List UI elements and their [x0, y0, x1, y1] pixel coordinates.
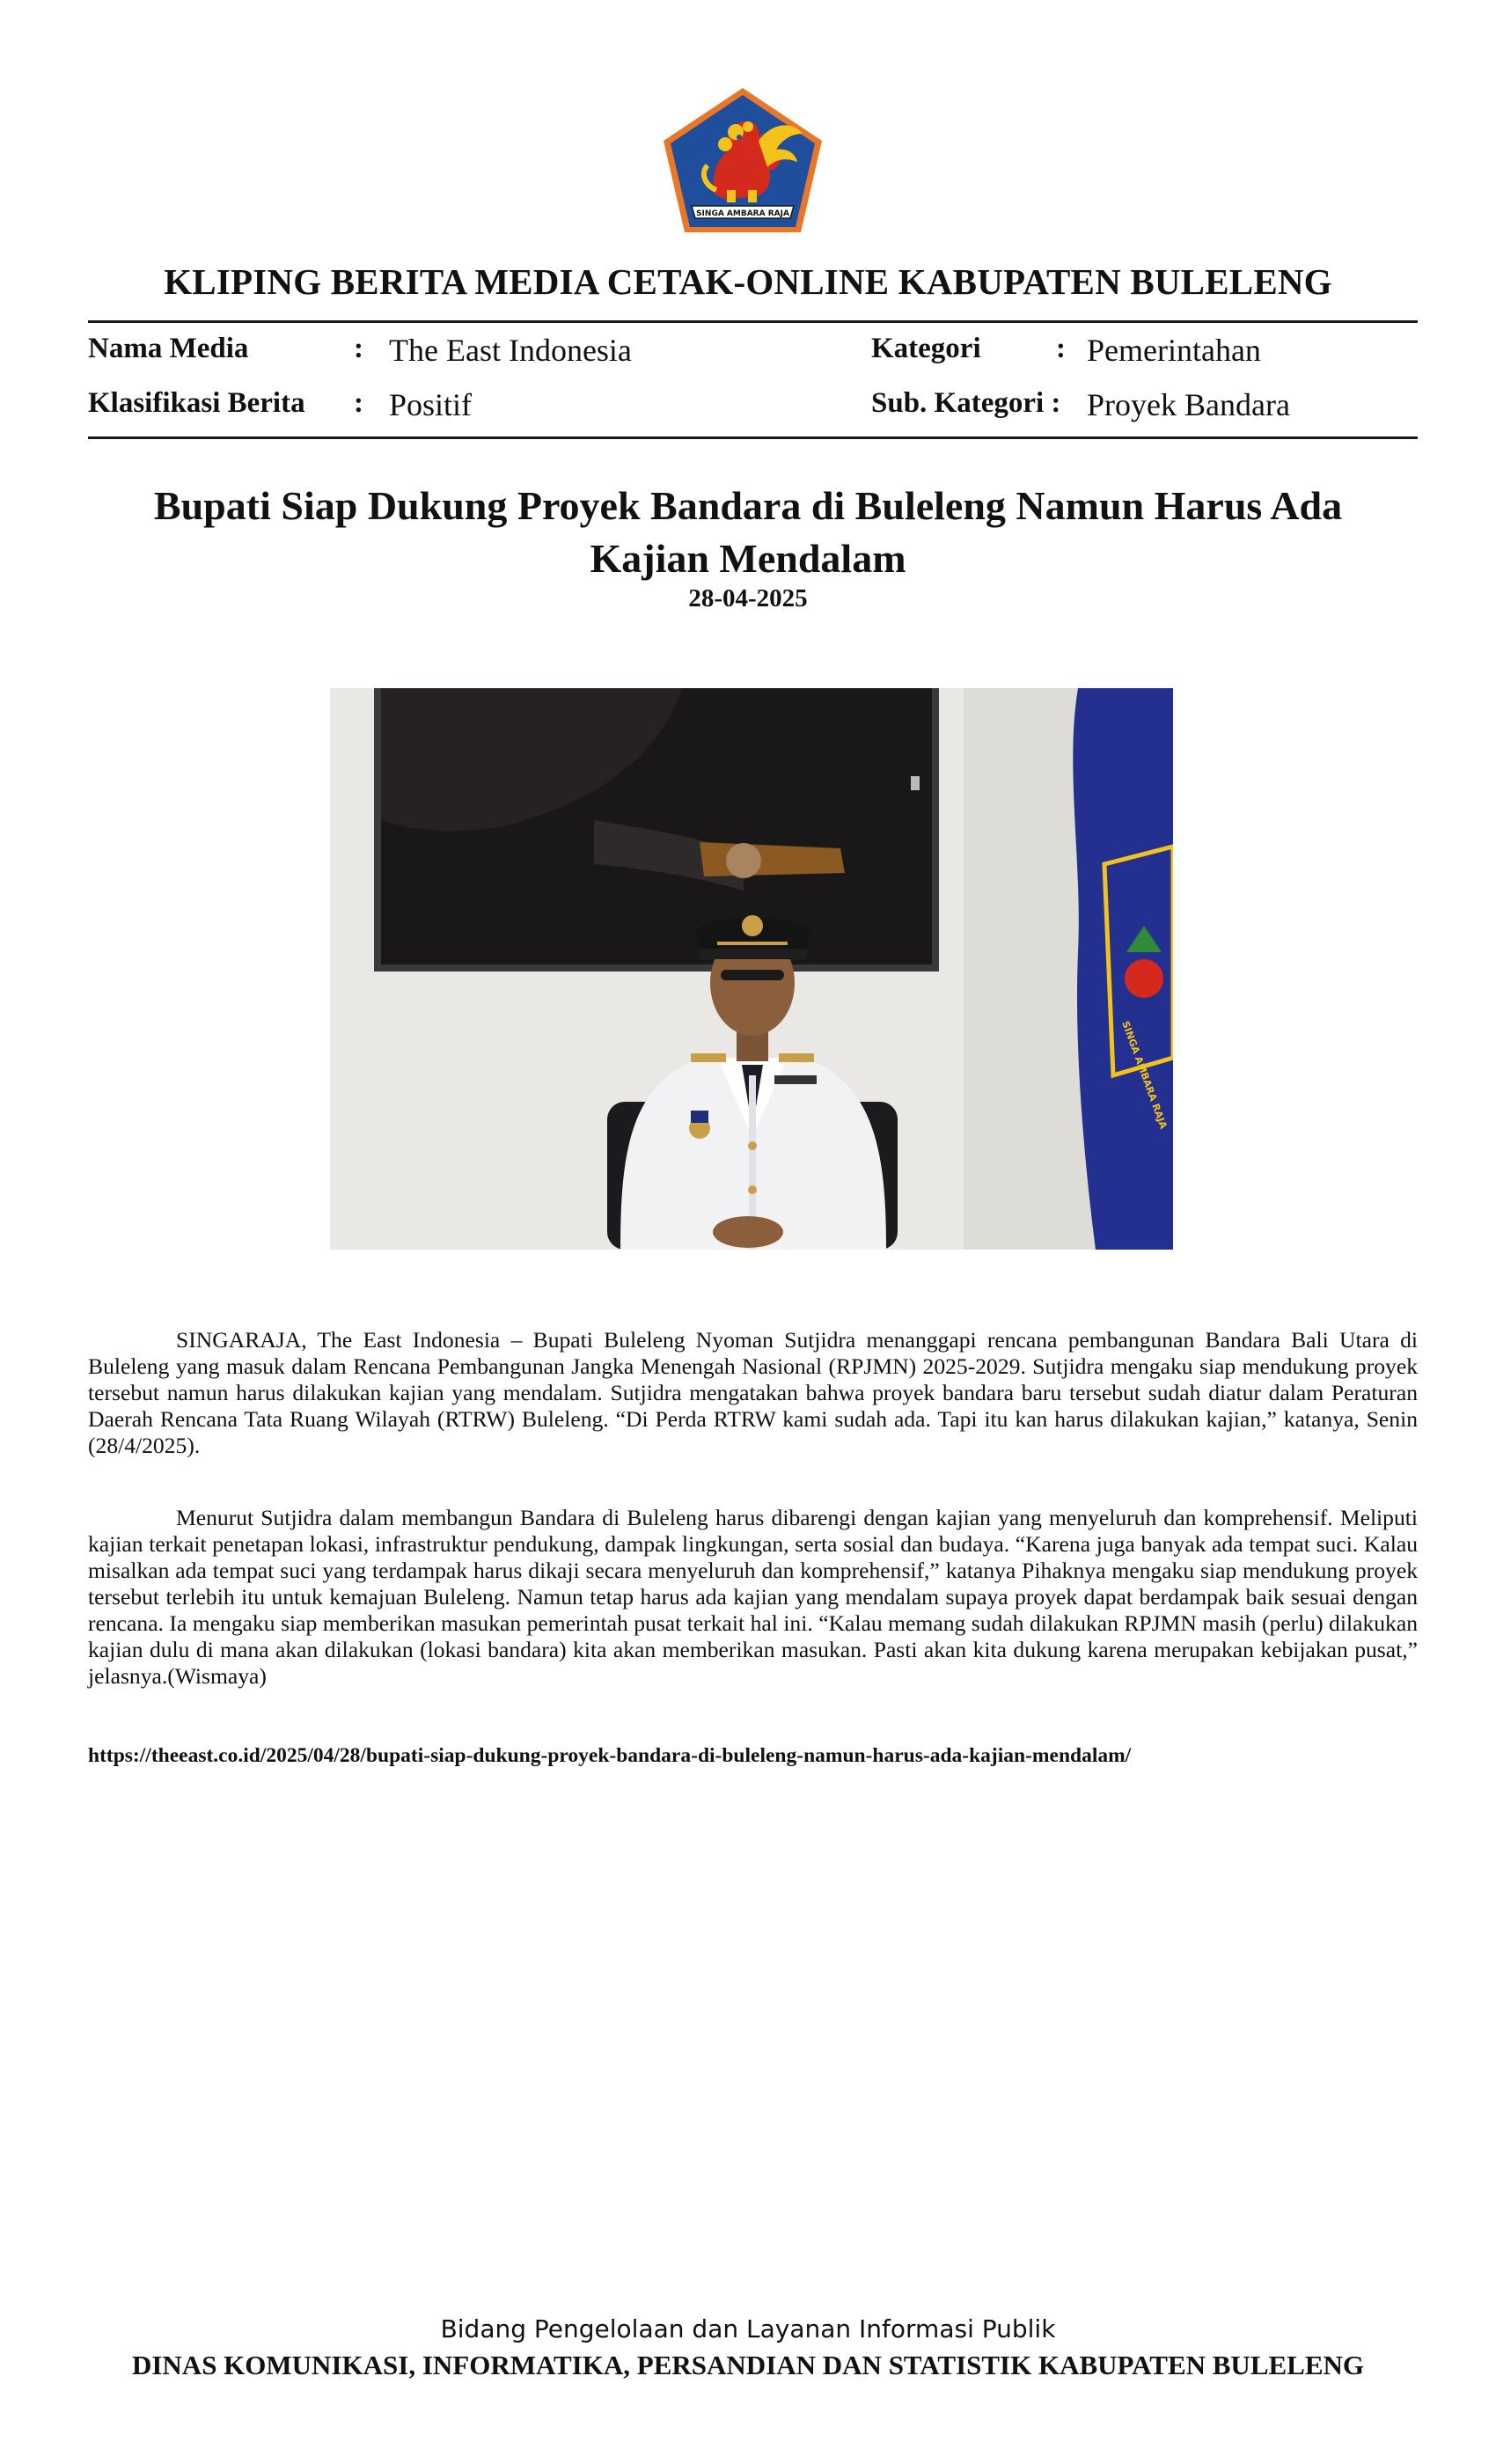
singa-ambara-raja-emblem-icon	[662, 86, 824, 236]
document-title: KLIPING BERITA MEDIA CETAK-ONLINE KABUPATEN BULELENG	[164, 261, 1332, 302]
classification-colon: :	[354, 387, 363, 419]
classification-label: Klasifikasi Berita	[88, 387, 305, 419]
article-paragraph-1: SINGARAJA, The East Indonesia – Bupati Buleleng Nyoman Sutjidra menanggapi rencana pembangunan Bandara Bali Utara di Buleleng yang masuk dalam Rencana Pembangunan Jangka Menengah Nasional (RPJMN) 2025-2029. Sutjidra mengaku siap mendukung proyek tersebut namun harus dilakukan kajian yang mendalam. Sutjidra mengatakan bahwa proyek bandara baru tersebut sudah diatur dalam Peraturan Daerah Rencana Tata Ruang Wilayah (RTRW) Buleleng. “Di Perda RTRW kami sudah ada. Tapi itu kan harus dilakukan kajian,” katanya, Senin (28/4/2025).	[88, 1327, 1418, 1458]
header-bottom-divider	[88, 436, 1418, 439]
bupati-portrait-image	[330, 688, 1173, 1250]
source-link[interactable]: https://theeast.co.id/2025/04/28/bupati-siap-dukung-proyek-bandara-di-buleleng-namun-harus-ada-kajian-mendalam/	[88, 1744, 1132, 1767]
media-value: The East Indonesia	[389, 333, 632, 368]
classification-value: Positif	[389, 387, 473, 422]
svg-text:SINGA AMBARA RAJA: SINGA AMBARA RAJA	[696, 209, 789, 218]
article-paragraph-2: Menurut Sutjidra dalam membangun Bandara di Buleleng harus dibarengi dengan kajian yang menyeluruh dan komprehensif. Meliputi kajian terkait penetapan lokasi, infrastruktur pendukung, dampak lingkungan, serta sosial dan budaya. “Karena juga banyak ada tempat suci. Kalau misalkan ada tempat suci yang terdampak harus dikaji secara menyeluruh dan komprehensif,” katanya Pihaknya mengaku siap mendukung proyek tersebut terlebih itu untuk kemajuan Buleleng. Namun tetap harus ada kajian yang mendalam supaya proyek dapat berdampak baik sesuai dengan rencana. Ia mengaku siap memberikan masukan pemerintah pusat terkait hal ini. “Kalau memang sudah dilakukan RPJMN masih (perlu) dilakukan kajian dulu di mana akan dilakukan (lokasi bandara) kita akan memberikan masukan. Pasti akan kita dukung karena merupakan kebijakan pusat,” jelasnya.(Wismaya)	[88, 1505, 1418, 1689]
article-headline	[88, 480, 1408, 585]
subcategory-value: Proyek Bandara	[1087, 387, 1290, 422]
footer-agency: DINAS KOMUNIKASI, INFORMATIKA, PERSANDIAN DAN STATISTIK KABUPATEN BULELENG	[131, 2350, 1365, 2380]
svg-text:SINGA AMBARA RAJA: SINGA AMBARA RAJA	[1119, 1019, 1170, 1131]
headline-line-1: Bupati Siap Dukung Proyek Bandara di Buleleng Namun Harus Ada	[153, 483, 1343, 528]
article-photo	[330, 688, 1173, 1250]
media-colon: :	[354, 333, 363, 364]
footer-department: Bidang Pengelolaan dan Layanan Informasi Publik	[440, 2314, 1056, 2343]
headline-line-2: Kajian Mendalam	[590, 536, 906, 581]
category-value: Pemerintahan	[1087, 333, 1261, 368]
category-label: Kategori	[871, 333, 981, 364]
subcategory-label: Sub. Kategori :	[871, 387, 1061, 419]
category-colon: :	[1056, 333, 1066, 364]
media-label: Nama Media	[88, 333, 249, 364]
article-date: 28-04-2025	[688, 584, 808, 612]
header-top-divider	[88, 320, 1418, 323]
regency-logo	[662, 86, 824, 236]
